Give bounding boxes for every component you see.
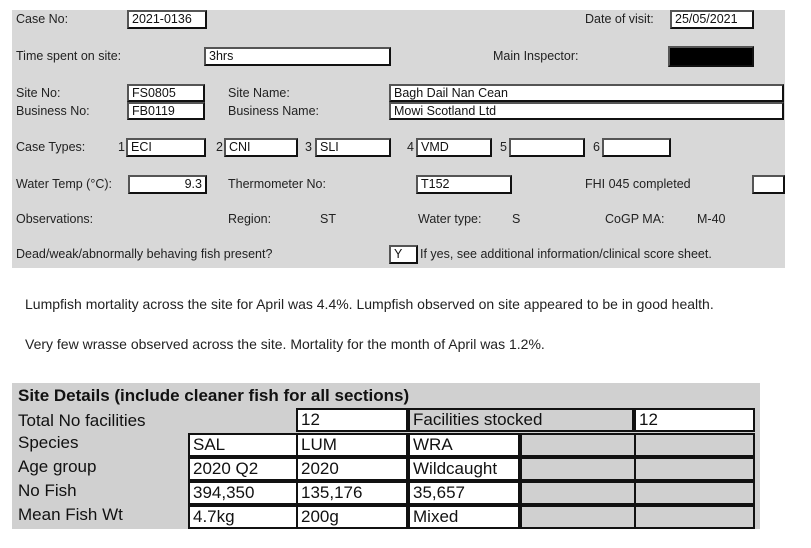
region-value: ST xyxy=(320,212,336,226)
species-c5[interactable] xyxy=(634,433,755,457)
dead-fish-field[interactable]: Y xyxy=(389,245,418,264)
site-details-title: Site Details (include cleaner fish for all sections) xyxy=(18,386,410,405)
age-group-label: Age group xyxy=(18,457,97,476)
age-group-c5[interactable] xyxy=(634,457,755,481)
thermometer-field[interactable]: T152 xyxy=(416,175,512,194)
water-type-label: Water type: xyxy=(418,212,482,226)
case-types-label: Case Types: xyxy=(16,140,86,154)
facilities-stocked-value[interactable]: 12 xyxy=(634,408,755,432)
no-fish-label: No Fish xyxy=(18,481,77,500)
water-temp-label: Water Temp (°C): xyxy=(16,177,112,191)
age-group-c3[interactable]: Wildcaught xyxy=(408,457,520,481)
age-group-c2[interactable]: 2020 xyxy=(296,457,408,481)
case-type-num-2: 2 xyxy=(216,140,223,154)
mean-weight-c2[interactable]: 200g xyxy=(296,505,408,529)
date-label: Date of visit: xyxy=(585,12,654,26)
site-no-label: Site No: xyxy=(16,86,61,100)
case-type-num-6: 6 xyxy=(593,140,600,154)
no-fish-c1[interactable]: 394,350 xyxy=(188,481,298,505)
inspector-field-redacted xyxy=(668,46,754,67)
business-no-label: Business No: xyxy=(16,104,90,118)
business-name-field[interactable]: Mowi Scotland Ltd xyxy=(389,102,784,120)
note-lumpfish: Lumpfish mortality across the site for April was 4.4%. Lumpfish observed on site appeared to be in good health. xyxy=(25,296,714,312)
site-details-table xyxy=(12,383,760,529)
observations-label: Observations: xyxy=(16,212,94,226)
case-type-6-field[interactable] xyxy=(602,138,671,157)
region-label: Region: xyxy=(228,212,272,226)
case-type-num-4: 4 xyxy=(407,140,414,154)
thermometer-label: Thermometer No: xyxy=(228,177,326,191)
time-label: Time spent on site: xyxy=(16,49,122,63)
total-facilities-value[interactable]: 12 xyxy=(296,408,408,432)
case-type-num-5: 5 xyxy=(500,140,507,154)
cogp-label: CoGP MA: xyxy=(605,212,665,226)
case-type-num-1: 1 xyxy=(118,140,125,154)
business-name-label: Business Name: xyxy=(228,104,320,118)
total-facilities-label: Total No facilities xyxy=(18,411,146,430)
mean-weight-c3[interactable]: Mixed xyxy=(408,505,520,529)
species-c2[interactable]: LUM xyxy=(296,433,408,457)
dead-fish-note: If yes, see additional information/clinical score sheet. xyxy=(420,247,712,261)
case-type-3-field[interactable]: SLI xyxy=(315,138,391,157)
facilities-stocked-label: Facilities stocked xyxy=(408,408,634,432)
mean-weight-c5[interactable] xyxy=(634,505,755,529)
note-wrasse: Very few wrasse observed across the site. Mortality for the month of April was 1.2%. xyxy=(25,336,545,352)
time-field[interactable]: 3hrs xyxy=(204,47,391,66)
no-fish-c5[interactable] xyxy=(634,481,755,505)
case-type-5-field[interactable] xyxy=(509,138,585,157)
fhi-checkbox[interactable] xyxy=(752,175,785,194)
case-no-field[interactable]: 2021-0136 xyxy=(127,10,207,29)
case-type-num-3: 3 xyxy=(305,140,312,154)
business-no-field[interactable]: FB0119 xyxy=(127,102,205,120)
site-no-field[interactable]: FS0805 xyxy=(127,84,205,102)
no-fish-c4[interactable] xyxy=(520,481,636,505)
mean-weight-c1[interactable]: 4.7kg xyxy=(188,505,298,529)
site-name-field[interactable]: Bagh Dail Nan Cean xyxy=(389,84,784,102)
no-fish-c2[interactable]: 135,176 xyxy=(296,481,408,505)
mean-weight-label: Mean Fish Wt xyxy=(18,505,123,524)
age-group-c1[interactable]: 2020 Q2 xyxy=(188,457,298,481)
site-name-label: Site Name: xyxy=(228,86,290,100)
species-c4[interactable] xyxy=(520,433,636,457)
water-type-value: S xyxy=(512,212,521,226)
case-no-label: Case No: xyxy=(16,12,69,26)
species-c1[interactable]: SAL xyxy=(188,433,298,457)
water-temp-field[interactable]: 9.3 xyxy=(128,175,207,194)
inspector-label: Main Inspector: xyxy=(493,49,579,63)
species-c3[interactable]: WRA xyxy=(408,433,520,457)
mean-weight-c4[interactable] xyxy=(520,505,636,529)
age-group-c4[interactable] xyxy=(520,457,636,481)
date-field[interactable]: 25/05/2021 xyxy=(670,10,754,29)
case-type-1-field[interactable]: ECI xyxy=(126,138,206,157)
species-label: Species xyxy=(18,433,79,452)
dead-fish-label: Dead/weak/abnormally behaving fish present? xyxy=(16,247,273,261)
no-fish-c3[interactable]: 35,657 xyxy=(408,481,520,505)
fhi-label: FHI 045 completed xyxy=(585,177,691,191)
case-type-2-field[interactable]: CNI xyxy=(224,138,298,157)
case-type-4-field[interactable]: VMD xyxy=(416,138,492,157)
cogp-value: M-40 xyxy=(697,212,726,226)
